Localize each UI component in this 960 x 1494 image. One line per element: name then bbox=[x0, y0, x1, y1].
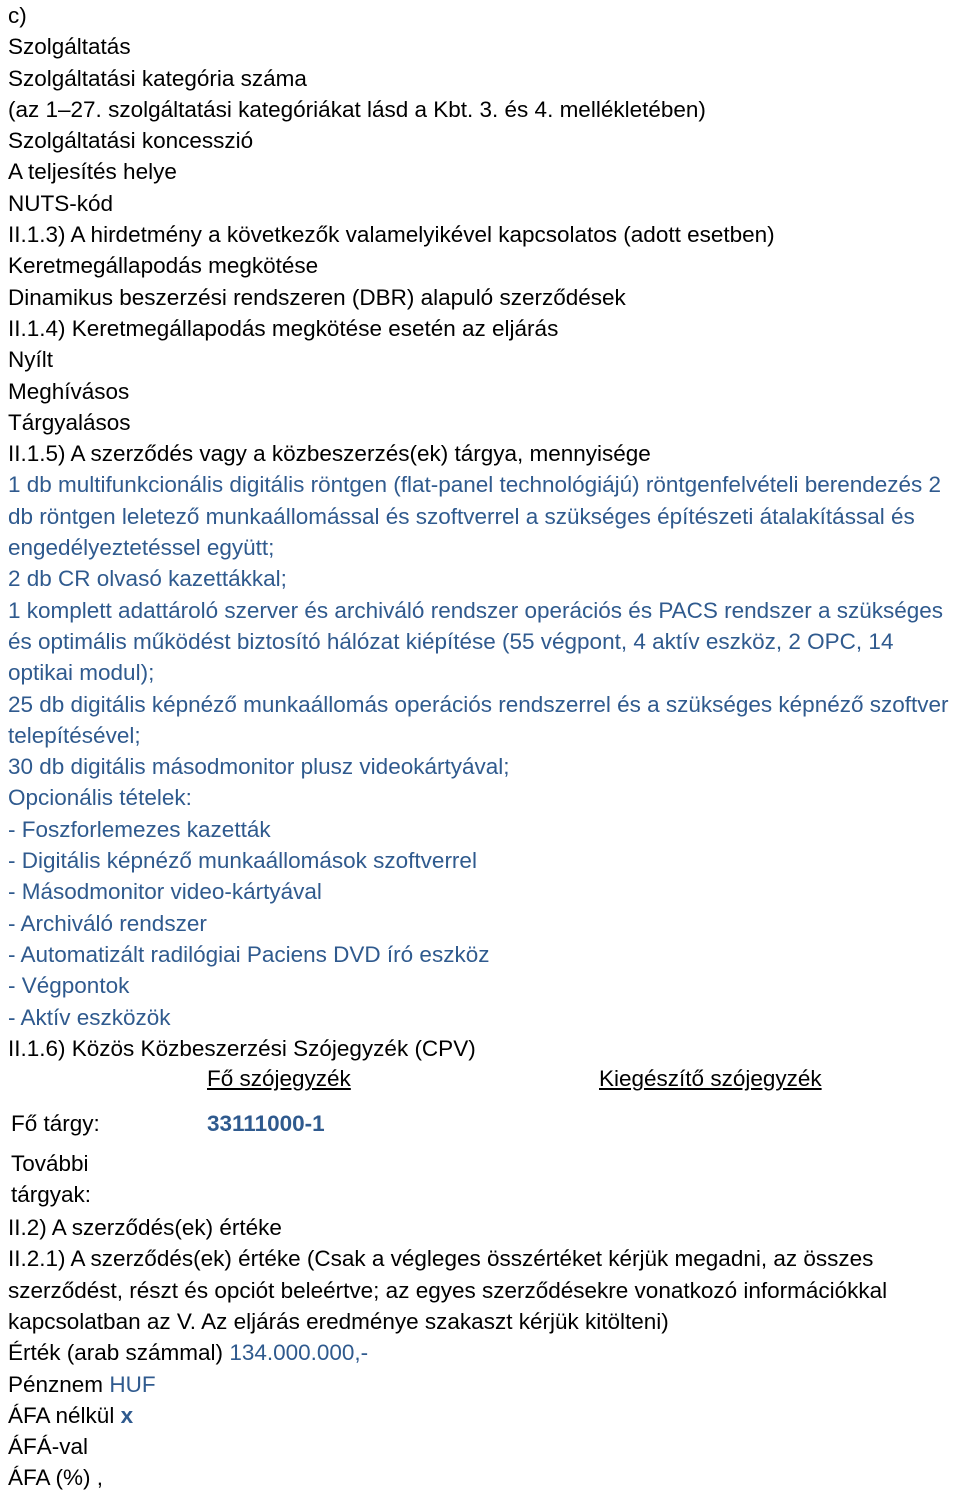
performance-place: A teljesítés helye bbox=[8, 159, 177, 185]
cpv-main-vocabulary-header: Fő szójegyzék bbox=[207, 1066, 351, 1092]
cpv-main-object-label: Fő tárgy: bbox=[11, 1111, 100, 1137]
nuts-code-label: NUTS-kód bbox=[8, 190, 114, 216]
cpv-table-header bbox=[8, 1066, 953, 1102]
optional-item: - Archiváló rendszer bbox=[8, 910, 207, 936]
optional-item: - Digitális képnéző munkaállomások szoftverrel bbox=[8, 848, 477, 874]
section-2-title: II.2) A szerződés(ek) értéke bbox=[8, 1215, 282, 1241]
optional-item: - Foszforlemezes kazetták bbox=[8, 816, 271, 842]
vat-excluded-row bbox=[8, 1400, 953, 1431]
section-113-item: Keretmegállapodás megkötése bbox=[8, 253, 319, 279]
section-115-title: II.1.5) A szerződés vagy a közbeszerzés(ek) tárgya, mennyisége bbox=[8, 441, 651, 467]
document-body bbox=[8, 0, 953, 1494]
section-113-title: II.1.3) A hirdetmény a következők valamelyikével kapcsolatos (adott esetben) bbox=[8, 222, 775, 248]
optional-item: - Másodmonitor video-kártyával bbox=[8, 879, 322, 905]
value-amount: 134.000.000,- bbox=[229, 1340, 369, 1366]
service-concession: Szolgáltatási koncesszió bbox=[8, 128, 254, 154]
currency-label: Pénznem bbox=[8, 1371, 104, 1397]
section-116-title: II.1.6) Közös Közbeszerzési Szójegyzék (CPV) bbox=[8, 1035, 476, 1061]
cpv-main-code: 33111000-1 bbox=[207, 1111, 325, 1137]
cpv-additional-objects-label: További tárgyak: bbox=[11, 1151, 92, 1208]
vat-percent-label: ÁFA (%) , bbox=[8, 1465, 104, 1491]
service-category: Szolgáltatási kategória száma bbox=[8, 65, 307, 91]
vat-excluded-label: ÁFA nélkül bbox=[8, 1402, 115, 1428]
subject-paragraph: 25 db digitális képnéző munkaállomás operációs rendszerrel és a szükséges képnéző szoftver telepítésével; bbox=[8, 691, 949, 748]
section-221-title: II.2.1) A szerződés(ek) értéke (Csak a végleges összértéket kérjük megadni, az összes szerződést, részt és opciót beleértve; az egyes szerződésekre vonatkozó információkkal kapcsolatban az V. Az eljárás eredménye szakaszt kérjük kitölteni) bbox=[8, 1246, 888, 1334]
section-c-label: c) bbox=[8, 3, 27, 28]
service-category-note: (az 1–27. szolgáltatási kategóriákat lásd a Kbt. 3. és 4. mellékletében) bbox=[8, 96, 706, 122]
procedure-restricted: Meghívásos bbox=[8, 378, 130, 404]
subject-paragraph: 1 komplett adattároló szerver és archiváló rendszer operációs és PACS rendszer a szükséges és optimális működést biztosító hálózat kiépítése (55 végpont, 4 aktív eszköz, 2 OPC, 14 optikai modul); bbox=[8, 597, 944, 686]
value-row bbox=[8, 1337, 953, 1368]
vat-included-label: ÁFÁ-val bbox=[8, 1434, 89, 1460]
cpv-main-object-row bbox=[8, 1102, 953, 1146]
cpv-additional-objects-row bbox=[8, 1146, 953, 1212]
optional-item: - Aktív eszközök bbox=[8, 1004, 171, 1030]
subject-paragraph: 30 db digitális másodmonitor plusz videokártyával; bbox=[8, 754, 510, 780]
vat-excluded-mark: x bbox=[120, 1402, 134, 1428]
subject-paragraph: 1 db multifunkcionális digitális röntgen (flat-panel technológiájú) röntgenfelvételi berendezés 2 db röntgen leletező munkaállomással és szoftverrel a szükséges építészeti átalakítással és engedélyeztetéssel együtt; bbox=[8, 472, 942, 561]
procedure-open: Nyílt bbox=[8, 347, 53, 373]
section-113-item: Dinamikus beszerzési rendszeren (DBR) alapuló szerződések bbox=[8, 284, 626, 310]
procedure-negotiated: Tárgyalásos bbox=[8, 409, 131, 435]
optional-items-title: Opcionális tételek: bbox=[8, 785, 192, 811]
service-heading: Szolgáltatás bbox=[8, 34, 131, 60]
currency-row bbox=[8, 1369, 953, 1400]
subject-paragraph: 2 db CR olvasó kazettákkal; bbox=[8, 566, 287, 592]
optional-item: - Automatizált radilógiai Paciens DVD író eszköz bbox=[8, 941, 490, 967]
optional-item: - Végpontok bbox=[8, 973, 130, 999]
cpv-supplementary-vocabulary-header: Kiegészítő szójegyzék bbox=[599, 1066, 822, 1092]
value-label: Érték (arab számmal) bbox=[8, 1340, 224, 1366]
currency-value: HUF bbox=[109, 1371, 156, 1397]
section-114-title: II.1.4) Keretmegállapodás megkötése esetén az eljárás bbox=[8, 315, 559, 341]
